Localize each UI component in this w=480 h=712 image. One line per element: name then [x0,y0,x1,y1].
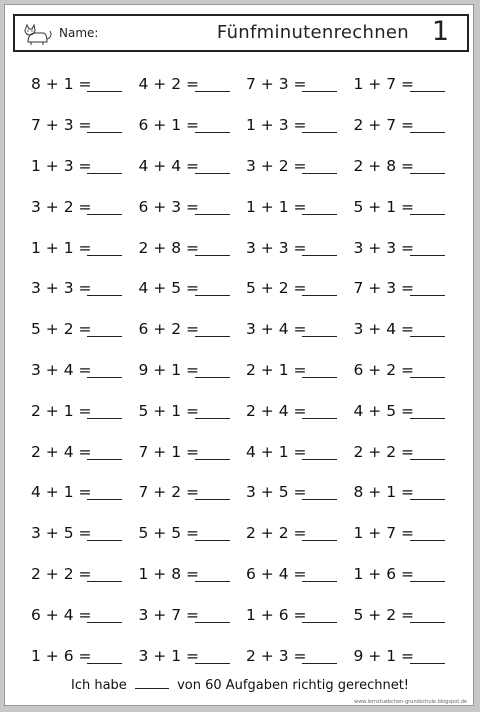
problem-equation: 4 + 1 = [246,442,307,461]
problem-cell [27,479,135,507]
answer-blank[interactable] [410,499,445,500]
answer-blank[interactable] [410,540,445,541]
answer-blank[interactable] [302,418,337,419]
problem-equation: 4 + 5 = [353,401,414,420]
problem-cell [135,71,243,99]
problem-row [27,595,457,636]
problem-cell [135,194,243,222]
problem-equation: 3 + 2 = [246,156,307,175]
answer-blank[interactable] [87,214,122,215]
answer-blank[interactable] [195,91,230,92]
score-line [5,676,475,693]
answer-blank[interactable] [87,622,122,623]
answer-blank[interactable] [410,418,445,419]
problem-equation: 2 + 1 = [31,401,92,420]
problem-cell [350,561,458,589]
problem-cell [242,479,350,507]
problem-cell [350,398,458,426]
problem-equation: 1 + 7 = [353,75,414,94]
answer-blank[interactable] [195,255,230,256]
problem-equation: 5 + 1 = [353,197,414,216]
problem-row [27,351,457,392]
problem-equation: 5 + 2 = [246,279,307,298]
score-text-after: von 60 Aufgaben richtig gerechnet! [177,678,409,693]
problem-cell [350,235,458,263]
problem-cell [242,235,350,263]
problem-equation: 7 + 3 = [246,75,307,94]
answer-blank[interactable] [195,214,230,215]
problem-equation: 3 + 5 = [246,483,307,502]
problem-equation: 6 + 4 = [31,605,92,624]
problem-equation: 6 + 1 = [138,116,199,135]
problem-equation: 2 + 4 = [31,442,92,461]
answer-blank[interactable] [87,91,122,92]
problem-equation: 3 + 3 = [246,238,307,257]
worksheet-header [13,14,469,52]
problem-cell [27,71,135,99]
problem-cell [135,153,243,181]
problem-equation: 2 + 3 = [246,646,307,665]
answer-blank[interactable] [195,499,230,500]
problem-equation: 6 + 2 = [353,360,414,379]
problem-row [27,473,457,514]
problem-row [27,269,457,310]
problem-cell [350,520,458,548]
answer-blank[interactable] [302,91,337,92]
answer-blank[interactable] [302,663,337,664]
answer-blank[interactable] [87,295,122,296]
problem-cell [350,112,458,140]
answer-blank[interactable] [195,418,230,419]
answer-blank[interactable] [410,581,445,582]
answer-blank[interactable] [410,214,445,215]
problem-equation: 1 + 1 = [246,197,307,216]
problem-cell [27,153,135,181]
answer-blank[interactable] [87,418,122,419]
problem-row [27,555,457,596]
problem-cell [135,479,243,507]
problem-cell [242,71,350,99]
problem-cell [135,643,243,671]
problem-cell [27,316,135,344]
problem-equation: 1 + 7 = [353,524,414,543]
problem-row [27,391,457,432]
problem-equation: 3 + 4 = [246,320,307,339]
answer-blank[interactable] [87,377,122,378]
problem-equation: 1 + 6 = [31,646,92,665]
problem-row [27,65,457,106]
problem-cell [350,643,458,671]
answer-blank[interactable] [410,255,445,256]
problem-equation: 2 + 2 = [246,524,307,543]
problem-equation: 5 + 1 = [138,401,199,420]
problem-cell [27,643,135,671]
answer-blank[interactable] [195,581,230,582]
problem-cell [242,194,350,222]
answer-blank[interactable] [302,622,337,623]
score-answer-blank[interactable] [135,676,169,689]
problem-cell [135,235,243,263]
problem-cell [27,520,135,548]
problem-cell [27,275,135,303]
answer-blank[interactable] [87,540,122,541]
problem-equation: 7 + 3 = [31,116,92,135]
answer-blank[interactable] [195,295,230,296]
problem-row [27,432,457,473]
answer-blank[interactable] [87,499,122,500]
problem-cell [350,479,458,507]
problem-equation: 4 + 5 = [138,279,199,298]
answer-blank[interactable] [302,295,337,296]
problem-equation: 9 + 1 = [138,360,199,379]
problem-cell [27,602,135,630]
problem-equation: 7 + 2 = [138,483,199,502]
problem-equation: 2 + 8 = [138,238,199,257]
problem-cell [27,235,135,263]
problem-cell [27,439,135,467]
answer-blank[interactable] [195,540,230,541]
problem-cell [242,357,350,385]
problem-cell [135,520,243,548]
problem-equation: 5 + 5 = [138,524,199,543]
answer-blank[interactable] [302,214,337,215]
problem-cell [27,194,135,222]
answer-blank[interactable] [195,173,230,174]
answer-blank[interactable] [410,173,445,174]
problem-equation: 4 + 4 = [138,156,199,175]
problem-cell [135,275,243,303]
answer-blank[interactable] [410,295,445,296]
problem-cell [242,153,350,181]
answer-blank[interactable] [410,132,445,133]
problem-row [27,106,457,147]
problem-cell [242,602,350,630]
problem-equation: 3 + 2 = [31,197,92,216]
answer-blank[interactable] [87,459,122,460]
problem-cell [135,602,243,630]
problem-equation: 4 + 1 = [31,483,92,502]
answer-blank[interactable] [195,336,230,337]
problem-row [27,514,457,555]
answer-blank[interactable] [410,459,445,460]
answer-blank[interactable] [87,663,122,664]
problem-cell [27,357,135,385]
problem-equation: 3 + 5 = [31,524,92,543]
problem-equation: 1 + 3 = [31,156,92,175]
problem-equation: 1 + 1 = [31,238,92,257]
answer-blank[interactable] [302,132,337,133]
problem-equation: 6 + 4 = [246,564,307,583]
answer-blank[interactable] [195,132,230,133]
problem-equation: 3 + 3 = [353,238,414,257]
problem-equation: 6 + 3 = [138,197,199,216]
answer-blank[interactable] [302,540,337,541]
problem-equation: 8 + 1 = [31,75,92,94]
problem-cell [350,194,458,222]
score-text-before: Ich habe [70,678,127,693]
problem-row [27,187,457,228]
answer-blank[interactable] [87,132,122,133]
answer-blank[interactable] [302,336,337,337]
problem-equation: 4 + 2 = [138,75,199,94]
problem-equation: 7 + 1 = [138,442,199,461]
problem-cell [242,398,350,426]
problem-cell [242,112,350,140]
problem-equation: 7 + 3 = [353,279,414,298]
answer-blank[interactable] [410,91,445,92]
answer-blank[interactable] [87,581,122,582]
problem-cell [27,112,135,140]
problem-cell [242,643,350,671]
problem-equation: 1 + 6 = [246,605,307,624]
answer-blank[interactable] [87,336,122,337]
answer-blank[interactable] [410,622,445,623]
problem-cell [135,439,243,467]
problem-cell [135,112,243,140]
answer-blank[interactable] [195,622,230,623]
problem-equation: 1 + 6 = [353,564,414,583]
problem-grid [27,65,457,677]
problem-equation: 3 + 4 = [353,320,414,339]
answer-blank[interactable] [410,663,445,664]
worksheet-title: Fünfminutenrechnen [216,22,409,43]
problem-cell [135,398,243,426]
answer-blank[interactable] [410,377,445,378]
problem-cell [350,316,458,344]
problem-equation: 3 + 7 = [138,605,199,624]
problem-equation: 2 + 7 = [353,116,414,135]
problem-cell [242,316,350,344]
problem-row [27,636,457,677]
answer-blank[interactable] [410,336,445,337]
problem-equation: 2 + 2 = [353,442,414,461]
problem-row [27,228,457,269]
problem-row [27,147,457,188]
problem-cell [27,398,135,426]
problem-equation: 1 + 3 = [246,116,307,135]
answer-blank[interactable] [87,173,122,174]
problem-cell [135,561,243,589]
answer-blank[interactable] [195,459,230,460]
name-label: Name: [59,26,99,40]
problem-cell [350,357,458,385]
problem-cell [350,439,458,467]
problem-cell [27,561,135,589]
problem-equation: 2 + 4 = [246,401,307,420]
cat-icon [23,22,53,46]
problem-cell [242,561,350,589]
problem-cell [242,520,350,548]
problem-cell [242,275,350,303]
answer-blank[interactable] [302,459,337,460]
problem-cell [350,71,458,99]
answer-blank[interactable] [195,663,230,664]
problem-cell [135,316,243,344]
problem-cell [350,275,458,303]
answer-blank[interactable] [302,581,337,582]
problem-row [27,310,457,351]
answer-blank[interactable] [87,255,122,256]
answer-blank[interactable] [302,173,337,174]
problem-equation: 2 + 8 = [353,156,414,175]
problem-equation: 1 + 8 = [138,564,199,583]
problem-equation: 3 + 3 = [31,279,92,298]
problem-equation: 9 + 1 = [353,646,414,665]
worksheet [4,4,474,706]
problem-equation: 8 + 1 = [353,483,414,502]
problem-cell [135,357,243,385]
problem-cell [350,153,458,181]
worksheet-number: 1 [431,16,449,47]
problem-cell [242,439,350,467]
problem-equation: 6 + 2 = [138,320,199,339]
answer-blank[interactable] [302,499,337,500]
problem-equation: 2 + 1 = [246,360,307,379]
problem-cell [350,602,458,630]
problem-equation: 3 + 4 = [31,360,92,379]
answer-blank[interactable] [302,255,337,256]
problem-equation: 3 + 1 = [138,646,199,665]
problem-equation: 5 + 2 = [353,605,414,624]
problem-equation: 2 + 2 = [31,564,92,583]
answer-blank[interactable] [195,377,230,378]
answer-blank[interactable] [302,377,337,378]
credit-url: www.lernstuebchen-grundschule.blogspot.de [354,699,467,705]
problem-equation: 5 + 2 = [31,320,92,339]
